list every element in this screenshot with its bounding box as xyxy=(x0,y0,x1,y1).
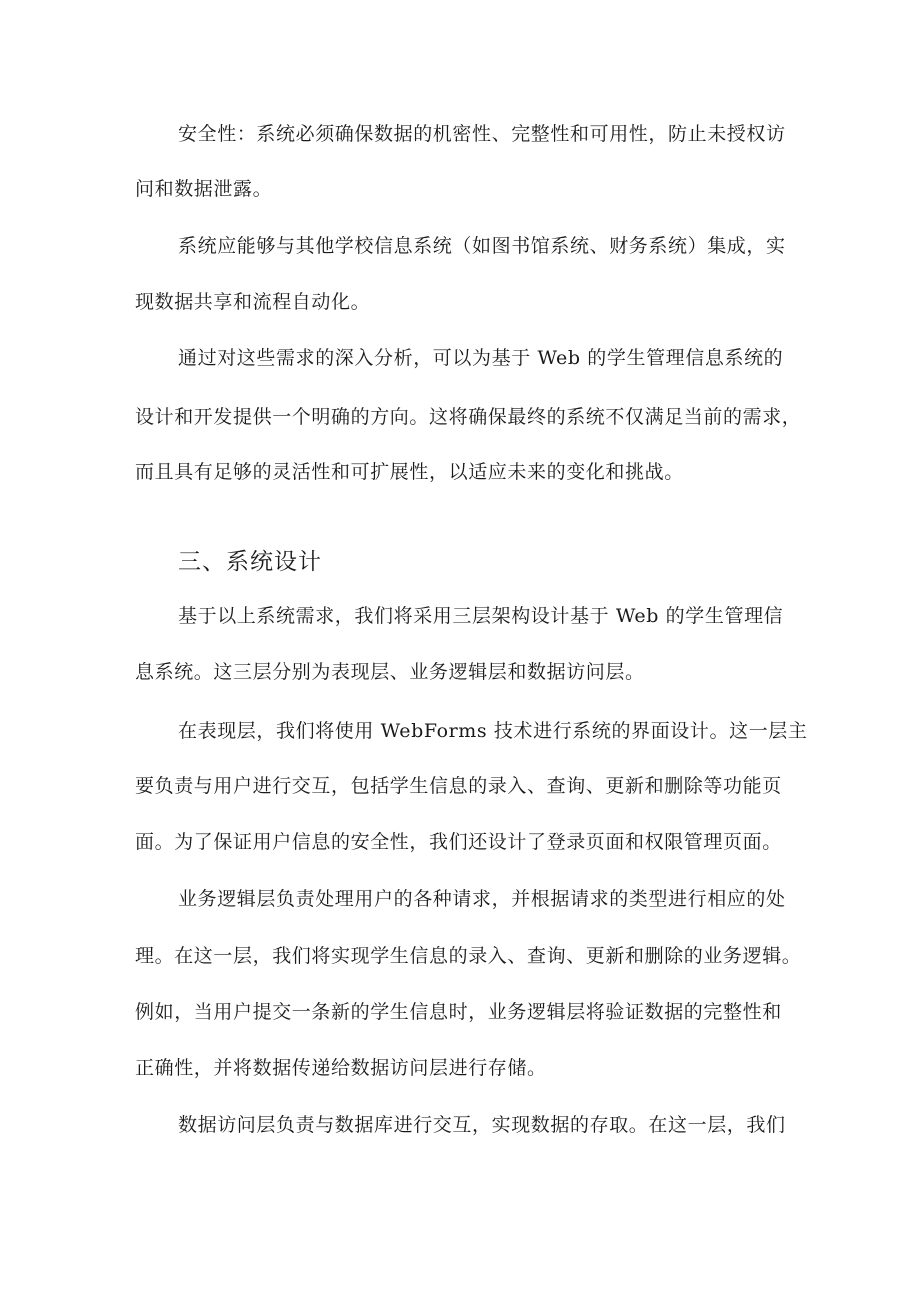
section-paragraph-3-line-4: 正确性，并将数据传递给数据访问层进行存储。 xyxy=(135,1057,547,1079)
section-paragraph-3-line-1: 业务逻辑层负责处理用户的各种请求，并根据请求的类型进行相应的处 xyxy=(178,888,786,910)
section-paragraph-4-line-1: 数据访问层负责与数据库进行交互，实现数据的存取。在这一层，我们 xyxy=(178,1114,786,1136)
section-paragraph-2-line-2: 要负责与用户进行交互，包括学生信息的录入、查询、更新和删除等功能页 xyxy=(135,775,782,797)
paragraph-3-line-3: 而且具有足够的灵活性和可扩展性，以适应未来的变化和挑战。 xyxy=(135,461,684,483)
paragraph-2-line-2: 现数据共享和流程自动化。 xyxy=(135,291,371,313)
paragraph-3-line-2: 设计和开发提供一个明确的方向。这将确保最终的系统不仅满足当前的需求， xyxy=(135,406,802,428)
section-heading: 三、系统设计 xyxy=(178,549,322,575)
section-paragraph-1-line-1: 基于以上系统需求，我们将采用三层架构设计基于 Web 的学生管理信 xyxy=(178,605,784,627)
section-paragraph-2-line-1: 在表现层，我们将使用 WebForms 技术进行系统的界面设计。这一层主 xyxy=(178,720,808,742)
paragraph-1-line-2: 问和数据泄露。 xyxy=(135,178,273,200)
section-paragraph-3-line-2: 理。在这一层，我们将实现学生信息的录入、查询、更新和删除的业务逻辑。 xyxy=(135,945,802,967)
section-paragraph-3-line-3: 例如，当用户提交一条新的学生信息时，业务逻辑层将验证数据的完整性和 xyxy=(135,1001,782,1023)
section-paragraph-1-line-2: 息系统。这三层分别为表现层、业务逻辑层和数据访问层。 xyxy=(135,661,645,683)
paragraph-2-line-1: 系统应能够与其他学校信息系统（如图书馆系统、财务系统）集成，实 xyxy=(178,235,786,257)
section-paragraph-2-line-3: 面。为了保证用户信息的安全性，我们还设计了登录页面和权限管理页面。 xyxy=(135,831,782,853)
paragraph-3-line-1: 通过对这些需求的深入分析，可以为基于 Web 的学生管理信息系统的 xyxy=(178,347,784,369)
paragraph-1-line-1: 安全性：系统必须确保数据的机密性、完整性和可用性，防止未授权访 xyxy=(178,123,786,145)
